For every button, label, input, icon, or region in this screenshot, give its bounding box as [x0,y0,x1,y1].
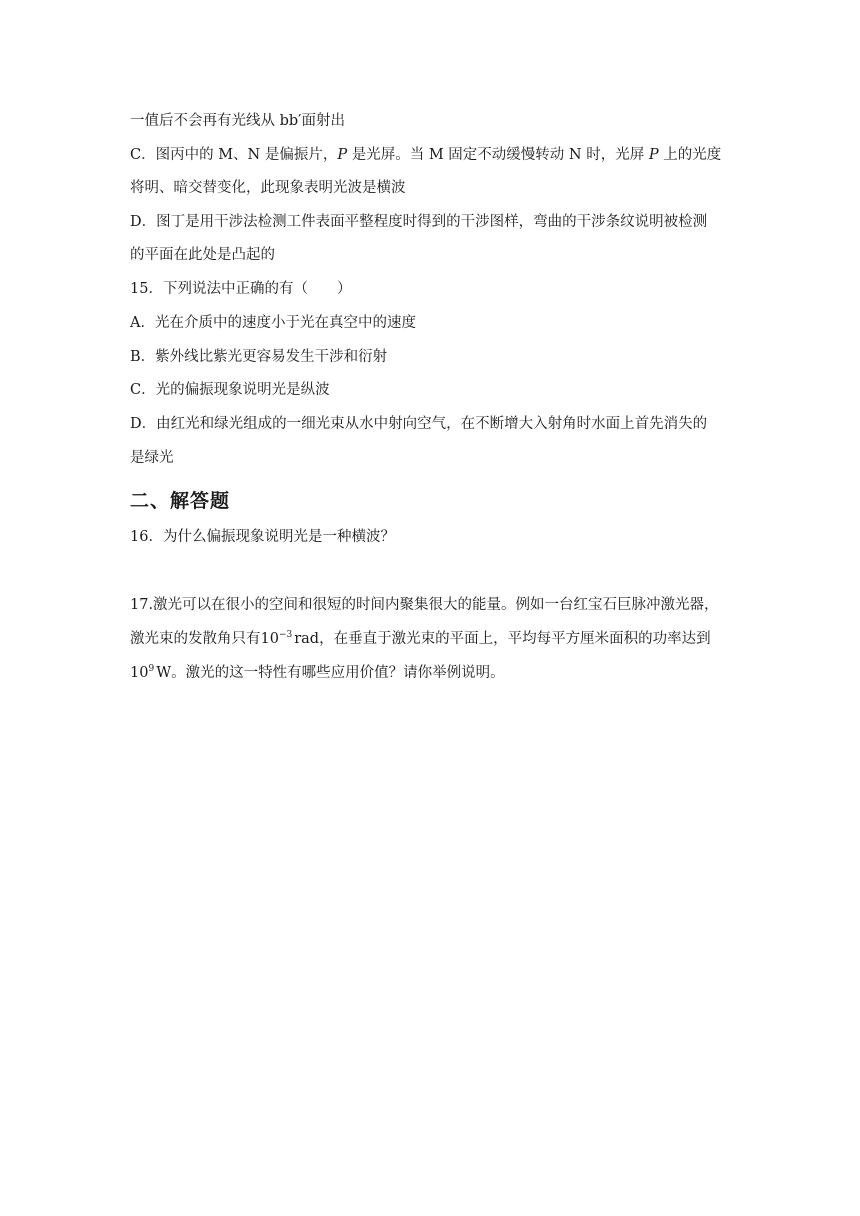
q17-line3 [130,663,740,683]
q17-angle-base: 10 [260,631,279,647]
q17-angle-unit: rad [294,631,320,647]
q14-option-d-line1: D．图丁是用干涉法检测工件表面平整程度时得到的干涉图样，弯曲的干涉条纹说明被检测 [130,214,708,230]
q16-text: 16．为什么偏振现象说明光是一种横波？ [130,529,395,545]
q17-power-exponent: 9 [148,664,155,674]
q17-angle-exponent: −3 [278,630,293,640]
q17-line1: 17.激光可以在很小的空间和很短的时间内聚集很大的能量。例如一台红宝石巨脉冲激光器， [130,597,719,613]
q14-c-text-b: 是光屏。当 M 固定不动缓慢转动 N 时，光屏 [347,147,649,163]
q14-c-symbol-p: P [337,147,348,163]
q14-option-c-line1 [130,145,740,165]
prev-option-continuation: 一值后不会再有光线从 bb′面射出 [130,113,345,129]
q17-power-unit: W [156,665,172,681]
q15-option-a: A．光在介质中的速度小于光在真空中的速度 [130,315,416,331]
q14-option-d-line2: 的平面在此处是凸起的 [130,247,275,263]
q14-c-text-a: C．图丙中的 M、N 是偏振片， [130,147,338,163]
q17-power-base: 10 [130,665,149,681]
q15-option-b: B．紫外线比紫光更容易发生干涉和衍射 [130,349,388,365]
q15-option-d-line1: D．由红光和绿光组成的一细光束从水中射向空气，在不断增大入射角时水面上首先消失的 [130,416,708,432]
q15-stem: 15．下列说法中正确的有（ ） [130,281,352,297]
q17-l2-text-a: 激光束的发散角只有 [130,631,261,647]
q14-option-c-line2: 将明、暗交替变化，此现象表明光波是横波 [130,180,406,196]
q15-option-d-line2: 是绿光 [130,450,174,466]
q14-c-text-c: 上的光度 [658,147,722,163]
q17-line2 [130,629,740,649]
q17-l2-text-b: ，在垂直于激光束的平面上，平均每平方厘米面积的功率达到 [319,631,711,647]
q15-option-c: C．光的偏振现象说明光是纵波 [130,382,330,398]
q14-c-symbol-p2: P [648,147,659,163]
section-heading: 二、解答题 [130,490,231,512]
q17-l3-text-b: 。激光的这一特性有哪些应用价值？请你举例说明。 [171,665,505,681]
